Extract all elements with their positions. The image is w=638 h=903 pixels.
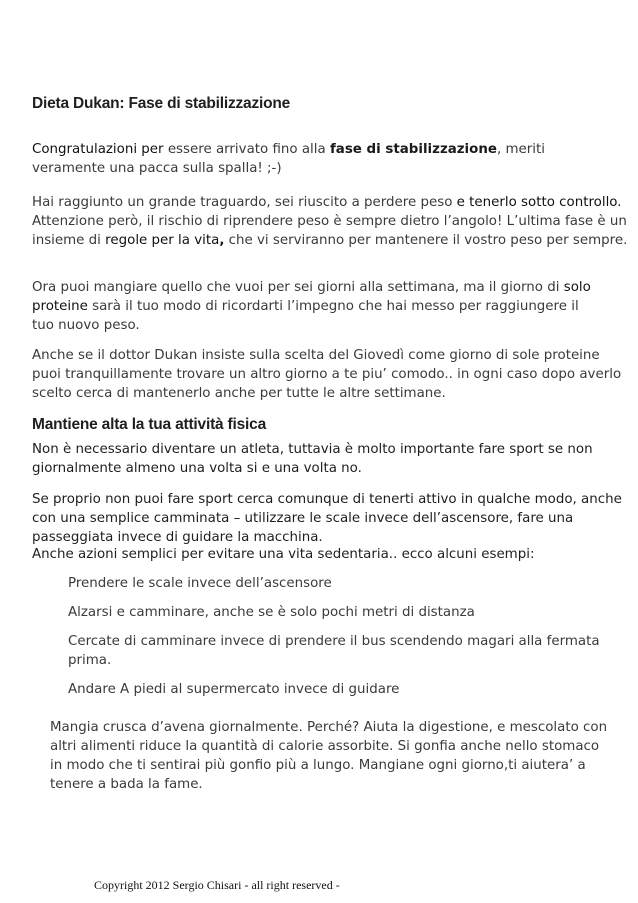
intro-text-d: , meriti veramente una pacca sulla spalla! ;-) [32, 142, 545, 176]
intro-text-a: Congratulazioni per [32, 142, 164, 157]
free-days-paragraph [32, 278, 592, 335]
goal-text-a: Hai raggiunto un grande traguardo, sei riuscito a perdere peso [32, 195, 457, 210]
list-item: Alzarsi e camminare, anche se è solo pochi metri di distanza [68, 605, 475, 620]
list-item: Prendere le scale invece dell’ascensore [68, 576, 332, 591]
free-days-text-protein: solo proteine [32, 280, 591, 314]
intro-text-b: essere arrivato fino alla [163, 142, 330, 157]
goal-text-rules: regole per la vita [105, 233, 220, 248]
goal-text-c: Attenzione però, il rischio di riprendere peso è sempre dietro l’angolo! L’ultima fase è un insieme di [32, 214, 627, 248]
goal-text-comma: , [219, 233, 225, 248]
section-title: Mantiene alta la tua attività fisica [32, 416, 266, 433]
list-item: Andare A piedi al supermercato invece di guidare [68, 682, 400, 697]
free-days-text-a: Ora puoi mangiare quello che vuoi per sei giorni alla settimana, ma il giorno di [32, 280, 564, 295]
sport-paragraph: Non è necessario diventare un atleta, tuttavia è molto importante fare sport se non giornalmente almeno una volta si e una volta no. [32, 442, 593, 476]
examples-list [68, 574, 608, 709]
free-days-text-c: sarà il tuo modo di ricordarti l’impegno che hai messo per raggiungere il tuo nuovo peso. [32, 299, 579, 333]
goal-text-f: che vi serviranno per mantenere il vostro peso per sempre. [224, 233, 628, 248]
page-title: Dieta Dukan: Fase di stabilizzazione [32, 95, 291, 112]
goal-text-b: e tenerlo sotto controllo. [456, 195, 622, 210]
active-paragraph: Se proprio non puoi fare sport cerca comunque di tenerti attivo in qualche modo, anche con una semplice camminata – utilizzare le scale invece dell’ascensore, fare una passeggiata invece di guidare la macchina. [32, 492, 622, 545]
goal-paragraph [32, 193, 632, 250]
list-item: Cercate di camminare invece di prendere il bus scendendo magari alla fermata prima. [68, 634, 600, 668]
intro-text-highlight: fase di stabilizzazione [329, 142, 497, 157]
examples-intro: Anche azioni semplici per evitare una vita sedentaria.. ecco alcuni esempi: [32, 547, 535, 562]
oat-bran-paragraph: Mangia crusca d’avena giornalmente. Perché? Aiuta la digestione, e mescolato con altri alimenti riduce la quantità di calorie assorbite. Si gonfia anche nello stomaco in modo che ti sentirai più gonfio più a lungo. Mangiane ogni giorno,ti aiutera’ a tenere a bada la fame. [50, 720, 608, 792]
intro-paragraph [32, 140, 622, 178]
copyright-footer: Copyright 2012 Sergio Chisari - all right reserved - [94, 878, 340, 892]
thursday-paragraph: Anche se il dottor Dukan insiste sulla scelta del Giovedì come giorno di sole proteine puoi tranquillamente trovare un altro giorno a te piu’ comodo.. in ogni caso dopo averlo scelto cerca di mantenerlo anche per tutte le altre settimane. [32, 348, 622, 401]
